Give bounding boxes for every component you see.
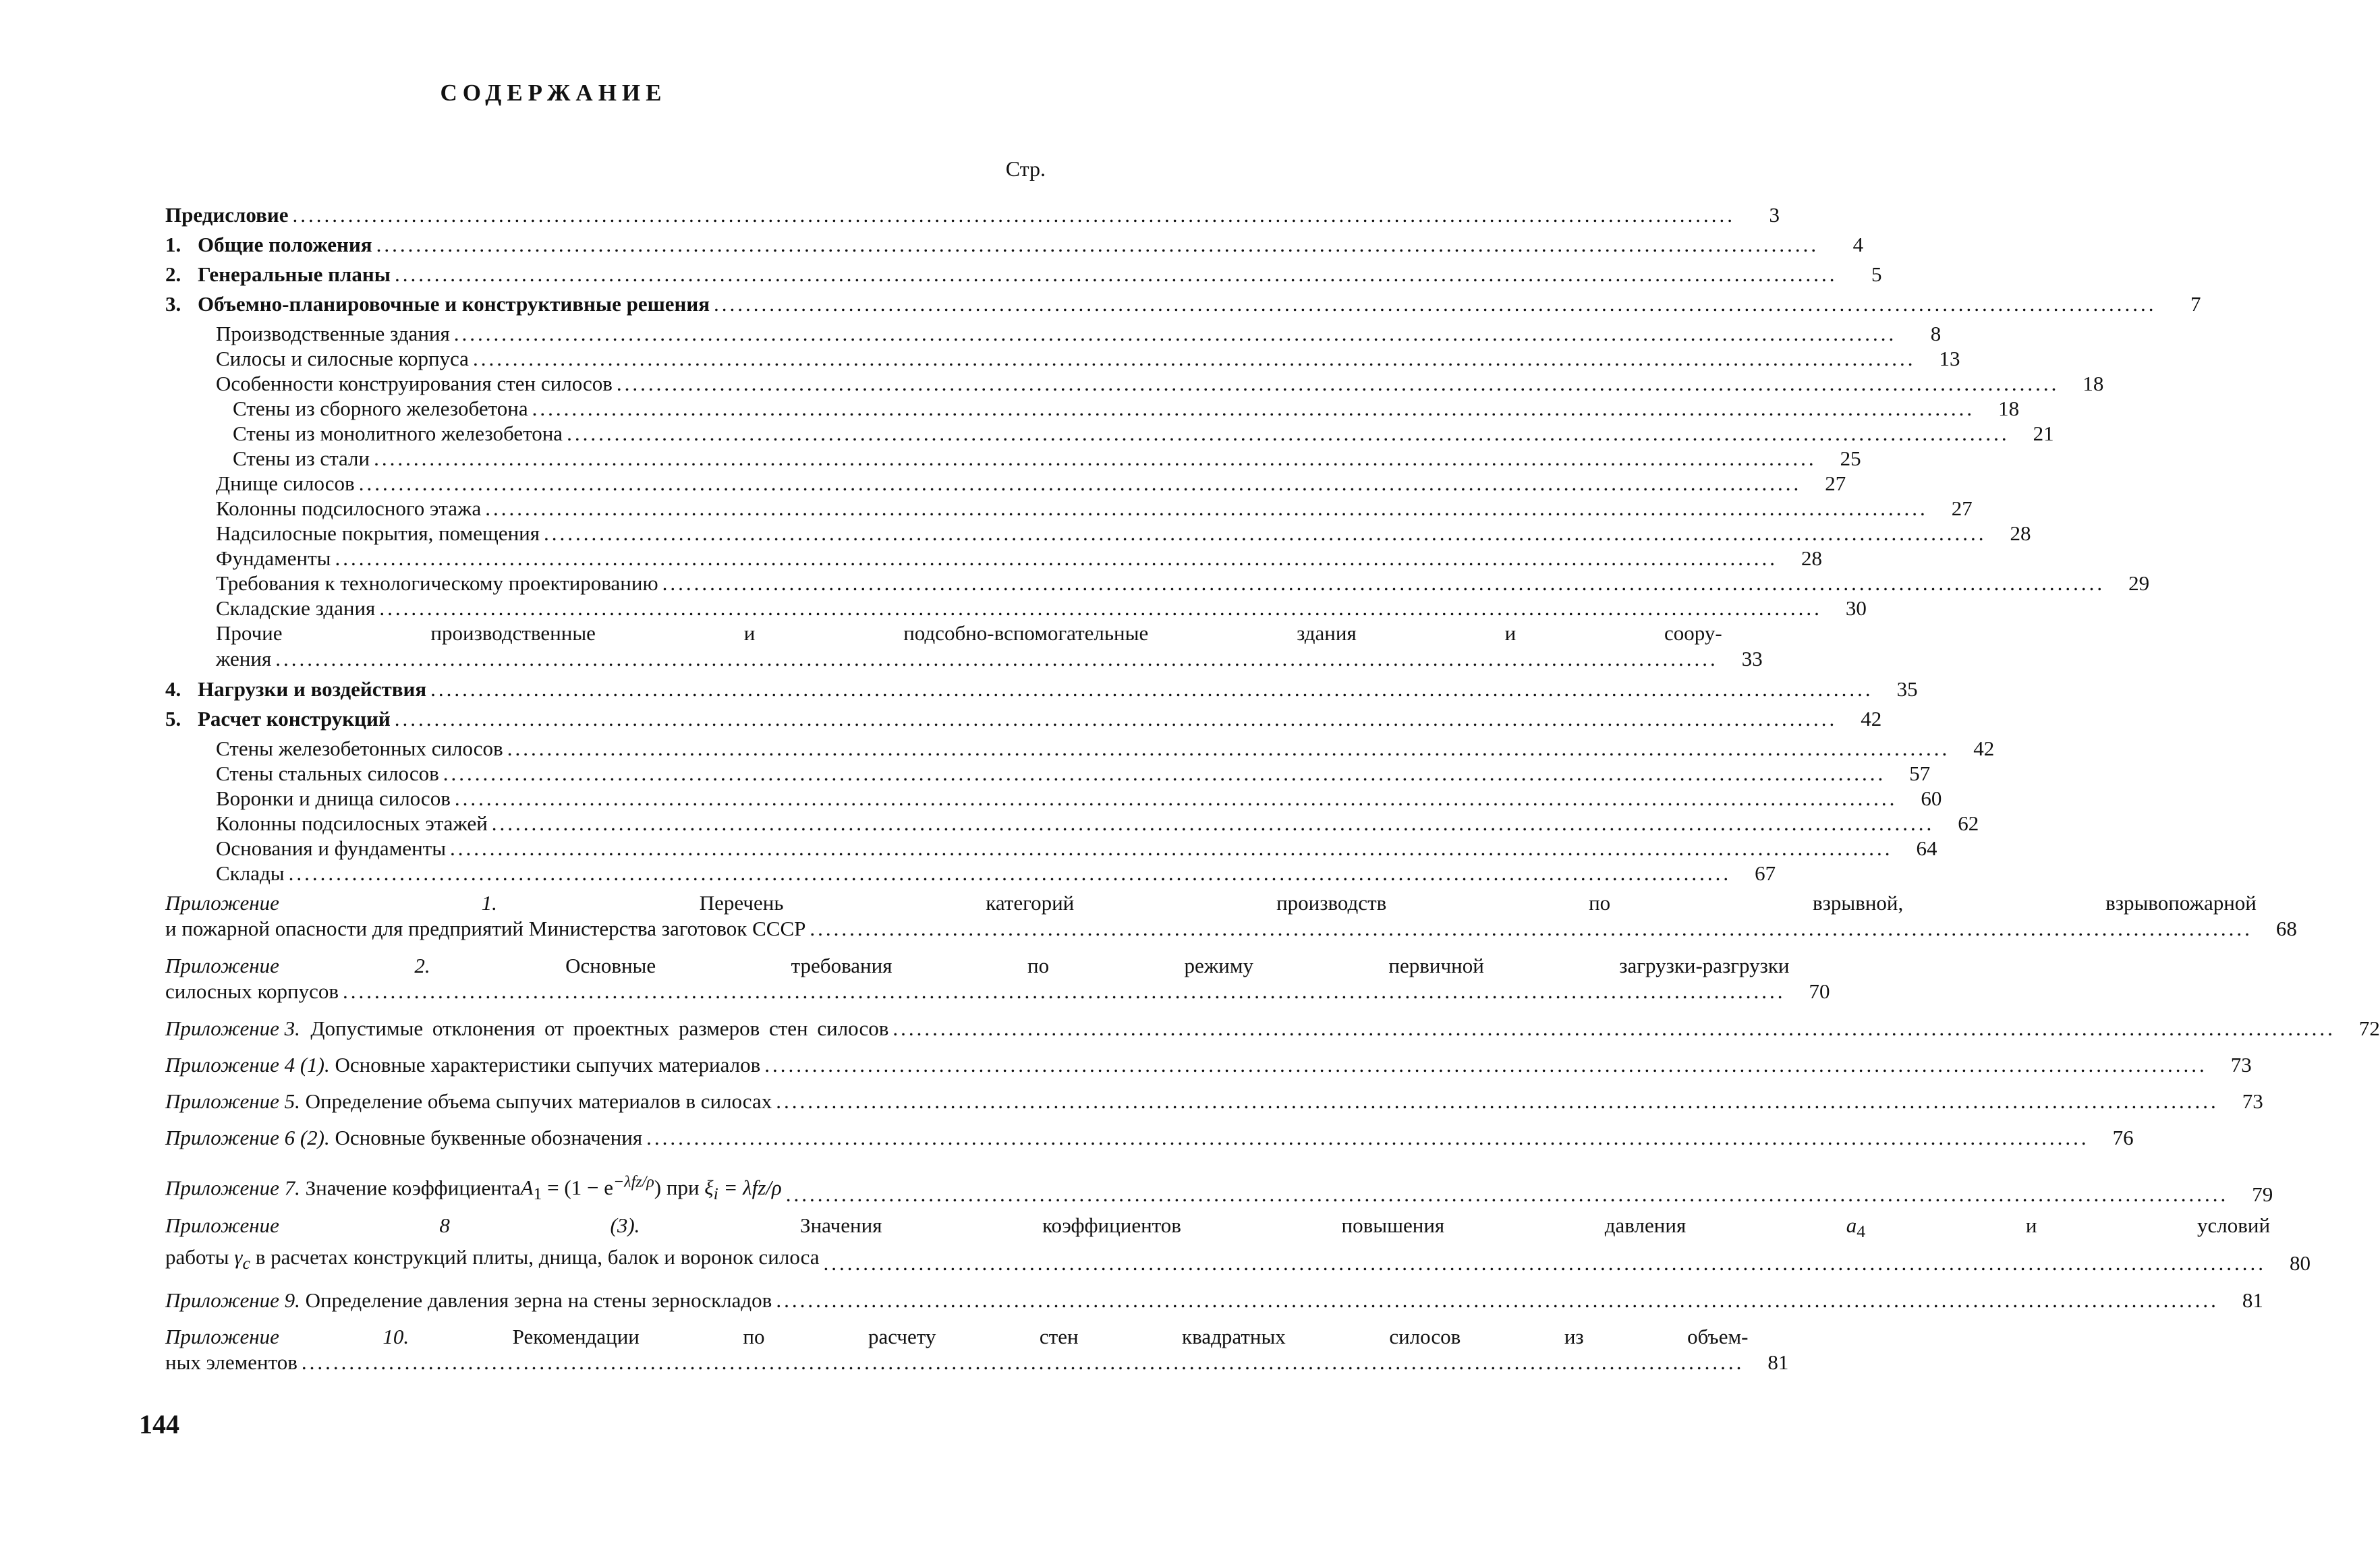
toc-entry-appendix-1[interactable] <box>165 890 2297 942</box>
entry-label: Днище силосов <box>216 471 355 495</box>
dot-leader: ...................................................................................................................................................................................... <box>776 1288 2219 1312</box>
dot-leader: ...................................................................................................................................................................................... <box>379 596 1822 620</box>
appendix-text: Основные буквенные обозначения <box>335 1126 643 1149</box>
entry-label: Стены стальных силосов <box>216 762 439 785</box>
page-number: 79 <box>2252 1182 2273 1206</box>
page-number: 73 <box>2230 1053 2252 1077</box>
entry-label: Колонны подсилосных этажей <box>216 811 488 835</box>
toc-entry-subsection[interactable] <box>165 571 2150 596</box>
dot-leader: ...................................................................................................................................................................................... <box>785 1182 2229 1206</box>
section-title: Общие положения <box>198 233 372 256</box>
formula: $A_1 = (1 - e^{-\lambda fz/\rho})$ при $\xi_i = \lambda fz/\rho$ <box>520 1174 782 1204</box>
page-number: 13 <box>1939 347 1960 370</box>
appendix-label: Приложение 1. <box>165 891 497 915</box>
page-number: 3 <box>1769 203 1780 227</box>
page-number: 42 <box>1973 737 1995 760</box>
dot-leader: ...................................................................................................................................................................................... <box>532 397 1975 420</box>
dot-leader: ...................................................................................................................................................................................... <box>343 979 1786 1003</box>
page-column-header: Стр. <box>1005 156 1046 181</box>
entry-label <box>165 1016 888 1041</box>
entry-label-line2: ных элементов <box>165 1350 298 1374</box>
page-number: 62 <box>1958 811 1979 835</box>
dot-leader: ...................................................................................................................................................................................... <box>450 836 1893 860</box>
entry-label: Колонны подсилосного этажа <box>216 496 482 520</box>
appendix-label: Приложение 9. <box>165 1288 300 1312</box>
toc-entry-appendix-7[interactable] <box>165 1169 2273 1208</box>
dot-leader: ...................................................................................................................................................................................... <box>288 861 1732 885</box>
entry-label: Складские здания <box>216 596 376 620</box>
entry-label-line2: силосных корпусов <box>165 979 339 1003</box>
entry-label: Силосы и силосные корпуса <box>216 347 469 370</box>
toc-entry-subsection[interactable] <box>165 836 1937 861</box>
toc-entry-appendix-3[interactable] <box>165 1016 2380 1041</box>
toc-entry-subsection[interactable] <box>165 546 1822 571</box>
toc-entry-appendix-6[interactable] <box>165 1125 2134 1150</box>
appendix-label: Приложение 8 (3). <box>165 1213 640 1237</box>
entry-label: Воронки и днища силосов <box>216 786 451 810</box>
page-number: 70 <box>1809 979 1830 1003</box>
appendix-label: Приложение 10. <box>165 1324 409 1348</box>
page-number: 57 <box>1909 762 1931 785</box>
entry-label: Предисловие <box>165 203 289 227</box>
toc-entry-subsection-multiline[interactable] <box>165 621 1763 672</box>
dot-leader: ...................................................................................................................................................................................... <box>662 571 2105 595</box>
section-title: Расчет конструкций <box>198 707 391 731</box>
toc-entry-subsubsection[interactable] <box>165 446 1861 471</box>
entry-label <box>165 706 391 731</box>
dot-leader: ...................................................................................................................................................................................... <box>376 233 1819 256</box>
toc-entry-section-4[interactable] <box>165 677 1918 702</box>
entry-label: Надсилосные покрытия, помещения <box>216 521 540 545</box>
toc-entry-appendix-9[interactable] <box>165 1288 2263 1313</box>
dot-leader: ...................................................................................................................................................................................... <box>485 496 1928 520</box>
entry-label-line2: работы $\gamma_c$ в расчетах конструкций плиты, днища, балок и воронок силоса <box>165 1244 820 1273</box>
dot-leader: ...................................................................................................................................................................................... <box>430 677 1873 701</box>
page-number: 25 <box>1840 447 1861 470</box>
dot-leader: ...................................................................................................................................................................................... <box>301 1350 1745 1374</box>
page-number: 5 <box>1871 262 1882 286</box>
toc-entry-subsubsection[interactable] <box>165 396 2020 421</box>
page-number: 67 <box>1755 861 1776 885</box>
entry-label <box>165 1288 772 1313</box>
page-number: 18 <box>1998 397 2020 420</box>
toc-entry-section-1[interactable] <box>165 232 1864 257</box>
toc-entry-section-2[interactable] <box>165 262 1882 287</box>
entry-label <box>165 1089 772 1114</box>
appendix-label: Приложение 6 (2). <box>165 1126 330 1149</box>
appendix-label: Приложение 4 (1). <box>165 1053 330 1077</box>
dot-leader: ...................................................................................................................................................................................... <box>275 647 1718 670</box>
section-number: 4. <box>165 677 181 701</box>
table-of-contents <box>165 202 2380 1375</box>
dot-leader: ...................................................................................................................................................................................... <box>810 917 2252 940</box>
page-number: 30 <box>1845 596 1867 620</box>
entry-label <box>165 232 372 257</box>
toc-entry-subsection[interactable] <box>165 321 1942 346</box>
page-number: 8 <box>1930 322 1942 345</box>
section-title: Генеральные планы <box>198 262 391 286</box>
entry-label-line1 <box>165 953 1790 979</box>
entry-label-line1: Приложение 8 (3). Значения коэффициентов повышения давления $a_4$ и условий <box>165 1213 2271 1241</box>
page-number: 27 <box>1951 496 1973 520</box>
toc-entry-appendix-2[interactable] <box>165 953 1830 1004</box>
entry-label <box>165 1125 642 1150</box>
entry-label-line1 <box>165 890 2257 916</box>
entry-label <box>165 677 426 702</box>
entry-label: Стены железобетонных силосов <box>216 737 503 760</box>
entry-label <box>165 262 391 287</box>
appendix-label: Приложение 3. <box>165 1017 300 1040</box>
section-number: 2. <box>165 262 181 286</box>
page-number: 21 <box>2033 422 2054 445</box>
appendix-text: Основные требования по режиму первичной загрузки-разгрузки <box>565 954 1790 977</box>
toc-entry-section-5[interactable] <box>165 706 1882 731</box>
toc-entry-appendix-4[interactable] <box>165 1052 2252 1077</box>
section-title: Объемно-планировочные и конструктивные решения <box>198 292 710 316</box>
page-number: 76 <box>2112 1126 2134 1149</box>
toc-entry-subsection[interactable] <box>165 596 1867 621</box>
dot-leader: ...................................................................................................................................................................................... <box>646 1126 2089 1149</box>
appendix-text: Определение давления зерна на стены зерноскладов <box>305 1288 772 1312</box>
toc-entry-appendix-10[interactable] <box>165 1324 1789 1375</box>
entry-label: Особенности конструирования стен силосов <box>216 372 613 395</box>
appendix-label: Приложение 5. <box>165 1089 300 1113</box>
page-number: 80 <box>2290 1251 2311 1275</box>
page-number: 4 <box>1852 233 1864 256</box>
entry-label: Фундаменты <box>216 546 331 570</box>
entry-label: Стены из монолитного железобетона <box>233 422 563 445</box>
page-number: 28 <box>2010 521 2031 545</box>
entry-label: Производственные здания <box>216 322 450 345</box>
section-number: 1. <box>165 233 181 256</box>
toc-entry-preface[interactable] <box>165 202 1780 227</box>
dot-leader: ...................................................................................................................................................................................... <box>776 1089 2219 1113</box>
dot-leader: ...................................................................................................................................................................................... <box>616 372 2060 395</box>
dot-leader: ...................................................................................................................................................................................... <box>453 322 1897 345</box>
dot-leader: ...................................................................................................................................................................................... <box>472 347 1916 370</box>
toc-entry-subsection[interactable] <box>165 786 1942 811</box>
entry-label-line1 <box>165 1324 1748 1350</box>
dot-leader: ...................................................................................................................................................................................... <box>335 546 1778 570</box>
dot-leader: ...................................................................................................................................................................................... <box>394 707 1838 731</box>
appendix-label: Приложение 2. <box>165 954 430 977</box>
toc-entry-subsection[interactable] <box>165 811 1979 836</box>
entry-label <box>165 1052 760 1077</box>
toc-entry-subsection[interactable] <box>165 861 1776 886</box>
toc-entry-subsection[interactable] <box>165 496 1973 521</box>
dot-leader: ...................................................................................................................................................................................... <box>374 447 1817 470</box>
page-folio: 144 <box>139 1409 179 1439</box>
page-title: СОДЕРЖАНИЕ <box>440 80 667 106</box>
appendix-label: Приложение 7. <box>165 1176 300 1200</box>
toc-entry-subsection[interactable] <box>165 371 2104 396</box>
dot-leader: ...................................................................................................................................................................................... <box>764 1053 2207 1077</box>
entry-label: Основания и фундаменты <box>216 836 447 860</box>
page-number: 35 <box>1896 677 1918 701</box>
toc-entry-subsection[interactable] <box>165 761 1931 786</box>
entry-label-line2: жения <box>216 647 272 670</box>
appendix-text: Рекомендации по расчету стен квадратных силосов из объем- <box>512 1324 1749 1348</box>
appendix-text: Определение объема сыпучих материалов в силосах <box>305 1089 772 1113</box>
page-number: 7 <box>2190 292 2201 316</box>
dot-leader: ...................................................................................................................................................................................... <box>567 422 2010 445</box>
appendix-text: Основные характеристики сыпучих материалов <box>335 1053 761 1077</box>
dot-leader: ...................................................................................................................................................................................... <box>394 262 1838 286</box>
page-number: 68 <box>2275 917 2297 940</box>
dot-leader: ...................................................................................................................................................................................... <box>443 762 1886 785</box>
page-number: 42 <box>1861 707 1882 731</box>
dot-leader: ...................................................................................................................................................................................... <box>823 1251 2267 1275</box>
page-number: 72 <box>2358 1017 2380 1040</box>
page-number: 81 <box>1767 1350 1789 1374</box>
entry-label: Требования к технологическому проектированию <box>216 571 658 595</box>
entry-label <box>165 1169 782 1208</box>
appendix-text: Перечень категорий производств по взрывной, взрывопожарной <box>699 891 2257 915</box>
page-number: 18 <box>2082 372 2104 395</box>
page-number: 73 <box>2242 1089 2263 1113</box>
page-number: 28 <box>1801 546 1822 570</box>
appendix-text: Значение коэффициента <box>305 1176 521 1200</box>
appendix-text: Допустимые отклонения от проектных размеров стен силосов <box>310 1017 889 1040</box>
toc-entry-subsubsection[interactable] <box>165 421 2054 446</box>
entry-label-line2: и пожарной опасности для предприятий Министерства заготовок СССР <box>165 917 806 940</box>
section-title: Нагрузки и воздействия <box>198 677 427 701</box>
dot-leader: ...................................................................................................................................................................................... <box>507 737 1950 760</box>
toc-entry-appendix-8[interactable] <box>165 1213 2311 1276</box>
dot-leader: ...................................................................................................................................................................................... <box>454 786 1898 810</box>
toc-entry-subsection[interactable] <box>165 521 2031 546</box>
dot-leader: ...................................................................................................................................................................................... <box>358 471 1802 495</box>
toc-entry-appendix-5[interactable] <box>165 1089 2263 1114</box>
dot-leader: ...................................................................................................................................................................................... <box>491 811 1935 835</box>
entry-label: Стены из стали <box>233 447 370 470</box>
dot-leader: ...................................................................................................................................................................................... <box>544 521 1987 545</box>
entry-label <box>165 291 710 316</box>
toc-entry-subsection[interactable] <box>165 346 1960 371</box>
page-number: 27 <box>1825 471 1846 495</box>
toc-entry-subsection[interactable] <box>165 736 1995 761</box>
toc-entry-section-3[interactable] <box>165 291 2201 316</box>
page-number: 81 <box>2242 1288 2263 1312</box>
page-number: 64 <box>1916 836 1937 860</box>
page-number: 29 <box>2128 571 2150 595</box>
page-number: 60 <box>1921 786 1942 810</box>
entry-label: Стены из сборного железобетона <box>233 397 528 420</box>
section-number: 5. <box>165 707 181 731</box>
dot-leader: ...................................................................................................................................................................................... <box>893 1017 2335 1040</box>
page-number: 33 <box>1741 647 1763 670</box>
toc-entry-subsection[interactable] <box>165 471 1846 496</box>
dot-leader: ...................................................................................................................................................................................... <box>714 292 2157 316</box>
entry-label-line1: Прочие производственные и подсобно-вспомогательные здания и соору- <box>216 621 1722 645</box>
entry-label: Склады <box>216 861 285 885</box>
section-number: 3. <box>165 292 181 316</box>
dot-leader: ...................................................................................................................................................................................... <box>292 203 1735 227</box>
